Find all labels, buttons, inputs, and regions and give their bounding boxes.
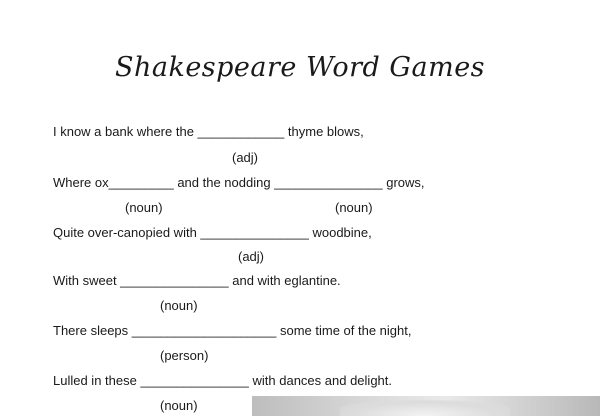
poem-line-2: Where ox_________ and the nodding _______________ grows, <box>53 175 425 190</box>
poem-line-6: Lulled in these _______________ with dances and delight. <box>53 373 392 388</box>
hint-noun-4: (noun) <box>160 398 198 413</box>
page-title: Shakespeare Word Games <box>114 52 486 83</box>
hint-noun-1: (noun) <box>125 200 163 215</box>
portrait-highlight <box>340 400 510 416</box>
hint-person: (person) <box>160 348 209 363</box>
poem-line-5: There sleeps ____________________ some time of the night, <box>53 323 412 338</box>
poem-line-3: Quite over-canopied with _______________ woodbine, <box>53 225 372 240</box>
hint-adj-2: (adj) <box>238 249 265 264</box>
poem-line-4: With sweet _______________ and with eglantine. <box>53 273 341 288</box>
hint-noun-2: (noun) <box>335 200 373 215</box>
hint-adj-1: (adj) <box>232 150 259 165</box>
hint-noun-3: (noun) <box>160 298 198 313</box>
poem-line-1: I know a bank where the ____________ thyme blows, <box>53 124 364 139</box>
